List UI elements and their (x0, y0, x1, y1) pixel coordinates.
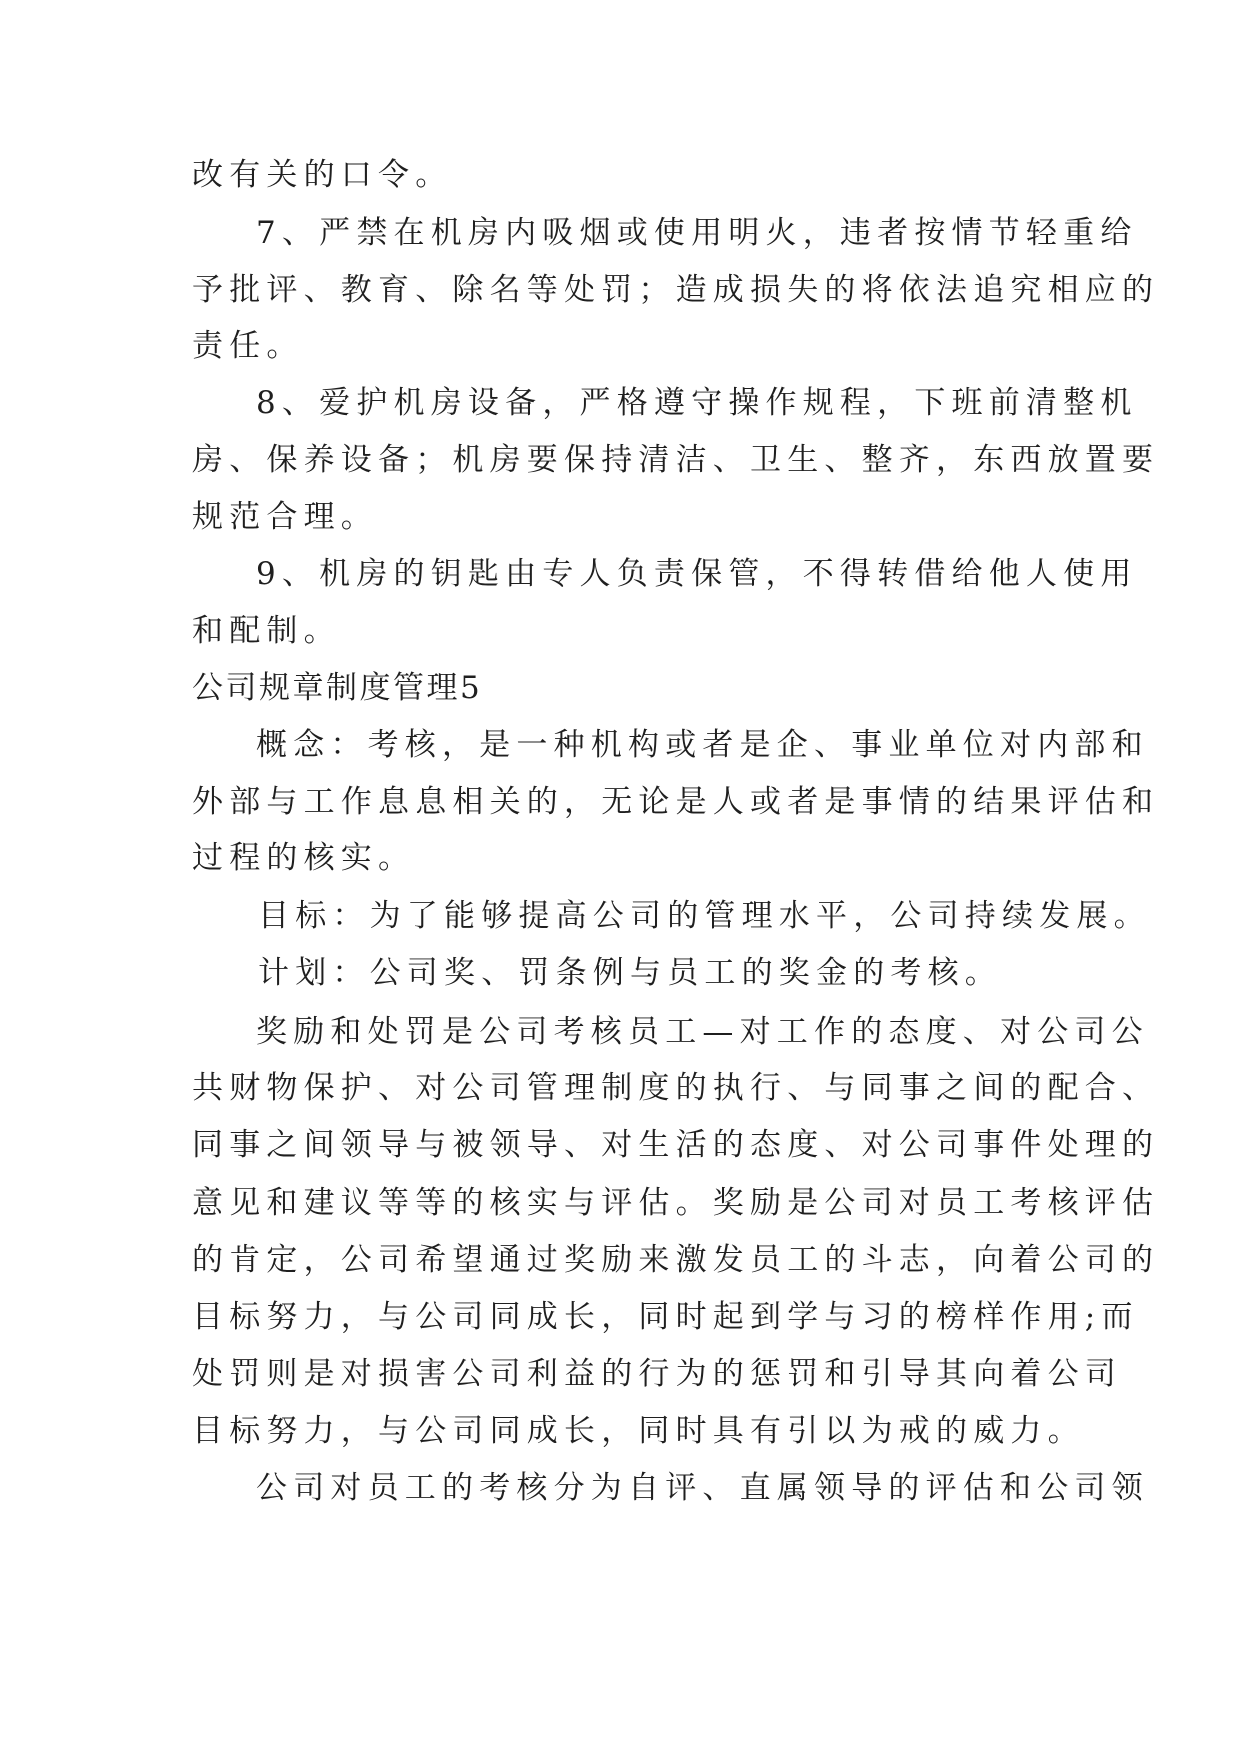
text-line: 外部与工作息息相关的，无论是人或者是事情的结果评估和 (192, 784, 1160, 820)
text-line: 改有关的口令。 (192, 157, 453, 193)
text-line: 目标努力，与公司同成长，同时起到学与习的榜样作用;而 (192, 1299, 1139, 1335)
text-line: 规范合理。 (192, 499, 378, 535)
text-line: 过程的核实。 (192, 840, 416, 876)
text-line: 共财物保护、对公司管理制度的执行、与同事之间的配合、 (192, 1070, 1160, 1106)
rule-9-line: 9、机房的钥匙由专人负责保管，不得转借给他人使用 (256, 556, 1138, 592)
text-line: 的肯定，公司希望通过奖励来激发员工的斗志，向着公司的 (192, 1242, 1160, 1278)
text-line: 和配制。 (192, 613, 341, 649)
text-line: 责任。 (192, 328, 304, 364)
text-line: 意见和建议等等的核实与评估。奖励是公司对员工考核评估 (192, 1185, 1160, 1221)
section-heading: 公司规章制度管理5 (192, 670, 483, 706)
rule-7-line: 7、严禁在机房内吸烟或使用明火，违者按情节轻重给 (256, 215, 1138, 251)
goal-line: 目标：为了能够提高公司的管理水平，公司持续发展。 (258, 898, 1151, 934)
rule-8-line: 8、爱护机房设备，严格遵守操作规程，下班前清整机 (256, 385, 1138, 421)
plan-line: 计划：公司奖、罚条例与员工的奖金的考核。 (258, 955, 1002, 991)
reward-paragraph-line: 奖励和处罚是公司考核员工—对工作的态度、对公司公 (256, 1014, 1149, 1050)
text-line: 房、保养设备；机房要保持清洁、卫生、整齐，东西放置要 (192, 442, 1160, 478)
concept-line: 概念：考核，是一种机构或者是企、事业单位对内部和 (256, 727, 1149, 763)
assessment-paragraph-line: 公司对员工的考核分为自评、直属领导的评估和公司领 (256, 1470, 1149, 1506)
text-line: 目标努力，与公司同成长，同时具有引以为戒的威力。 (192, 1413, 1085, 1449)
text-line: 处罚则是对损害公司利益的行为的惩罚和引导其向着公司 (192, 1356, 1122, 1392)
text-line: 予批评、教育、除名等处罚；造成损失的将依法追究相应的 (192, 272, 1160, 308)
text-line: 同事之间领导与被领导、对生活的态度、对公司事件处理的 (192, 1127, 1160, 1163)
